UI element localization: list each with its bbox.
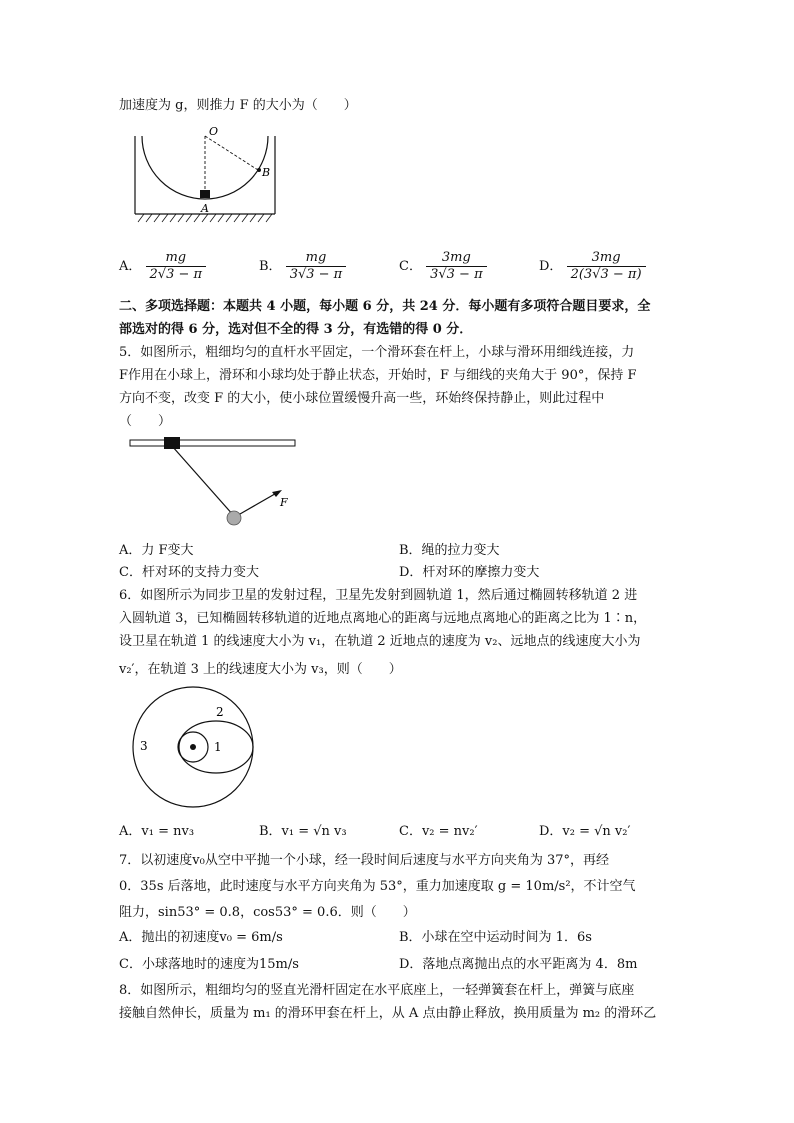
q6-fig-label-2: 2 — [216, 705, 224, 719]
q4-option-d: D． $\frac{3mg}{2(3√3 - \pi)}$ — [539, 250, 646, 283]
q8-line1: 8．如图所示，粗细均匀的竖直光滑杆固定在水平底座上，一轻弹簧套在杆上，弹簧与底座 — [119, 983, 635, 998]
q5-line2: F作用在小球上，滑环和小球均处于静止状态，开始时，F 与细线的夹角大于 90°，保持 F — [119, 368, 637, 383]
fig4-label-b: B — [262, 166, 271, 179]
q6-line1: 6．如图所示为同步卫星的发射过程，卫星先发射到圆轨道 1，然后通过椭圆转移轨道 2 进 — [119, 588, 638, 603]
q7-option-a: A．抛出的初速度v₀ = 6m/s — [119, 930, 283, 945]
q8-line2: 接触自然伸长，质量为 m₁ 的滑环甲套在杆上，从 A 点由静止释放，换用质量为 m₂ 的滑环乙 — [119, 1006, 657, 1021]
q6-option-c: C．v₂ = nv₂′ — [399, 824, 478, 839]
q7-line3: 阻力，sin53° = 0.8，cos53° = 0.6．则（ ） — [119, 905, 416, 920]
q7-line2: 0．35s 后落地，此时速度与水平方向夹角为 53°，重力加速度取 g = 10m/s²，不计空气 — [119, 879, 636, 894]
q5-line3: 方向不变，改变 F 的大小，使小球位置缓慢升高一些，环始终保持静止，则此过程中 — [119, 391, 605, 406]
q4-question-tail: 加速度为 g，则推力 F 的大小为（ ） — [119, 98, 357, 113]
q7-line1: 7．以初速度v₀从空中平抛一个小球，经一段时间后速度与水平方向夹角为 37°，再经 — [119, 853, 610, 868]
fig4-label-o: O — [209, 125, 219, 138]
section2-header-line2: 部选对的得 6 分，选对但不全的得 3 分，有选错的得 0 分． — [119, 322, 473, 337]
q6-option-d: D．v₂ = √n v₂′ — [539, 824, 631, 839]
q5-option-d: D．杆对环的摩擦力变大 — [399, 565, 540, 580]
q6-option-a: A．v₁ = nv₃ — [119, 824, 195, 839]
q6-line4: v₂′，在轨道 3 上的线速度大小为 v₃，则（ ） — [119, 662, 402, 677]
q5-figure-rod-ball — [130, 436, 300, 536]
q6-option-b: B．v₁ = √n v₃ — [259, 824, 347, 839]
q6-line2: 入圆轨道 3，已知椭圆转移轨道的近地点离地心的距离与远地点离地心的距离之比为 1∶n， — [119, 611, 647, 626]
q6-fig-label-1: 1 — [214, 740, 222, 754]
section2-header-line1: 二、多项选择题：本题共 4 小题，每小题 6 分，共 24 分．每小题有多项符合题目要求，全 — [119, 299, 651, 314]
q5-option-a: A．力 F变大 — [119, 543, 194, 558]
q5-option-c: C．杆对环的支持力变大 — [119, 565, 259, 580]
q4-option-c: C． $\frac{3mg}{3√3 - \pi}$ — [399, 250, 487, 283]
q7-option-b: B．小球在空中运动时间为 1．6s — [399, 930, 592, 945]
q6-fig-label-3: 3 — [140, 739, 148, 753]
q5-line4: （ ） — [119, 414, 172, 429]
q6-line3: 设卫星在轨道 1 的线速度大小为 v₁，在轨道 2 近地点的速度为 v₂、远地点的线速度大小为 — [119, 634, 641, 649]
q4-figure-bowl — [130, 126, 280, 226]
q7-option-d: D．落地点离抛出点的水平距离为 4．8m — [399, 957, 638, 972]
q5-line1: 5．如图所示，粗细均匀的直杆水平固定，一个滑环套在杆上，小球与滑环用细线连接，力 — [119, 345, 635, 360]
fig4-label-a: A — [201, 202, 209, 215]
q6-figure-orbits — [130, 684, 260, 814]
q5-fig-label-f: F — [280, 496, 288, 509]
q5-option-b: B．绳的拉力变大 — [399, 543, 500, 558]
q7-option-c: C．小球落地时的速度为15m/s — [119, 957, 299, 972]
q4-option-a: A． $\frac{mg}{2√3 - \pi}$ — [119, 250, 206, 283]
q4-option-b: B． $\frac{mg}{3√3 - \pi}$ — [259, 250, 346, 283]
